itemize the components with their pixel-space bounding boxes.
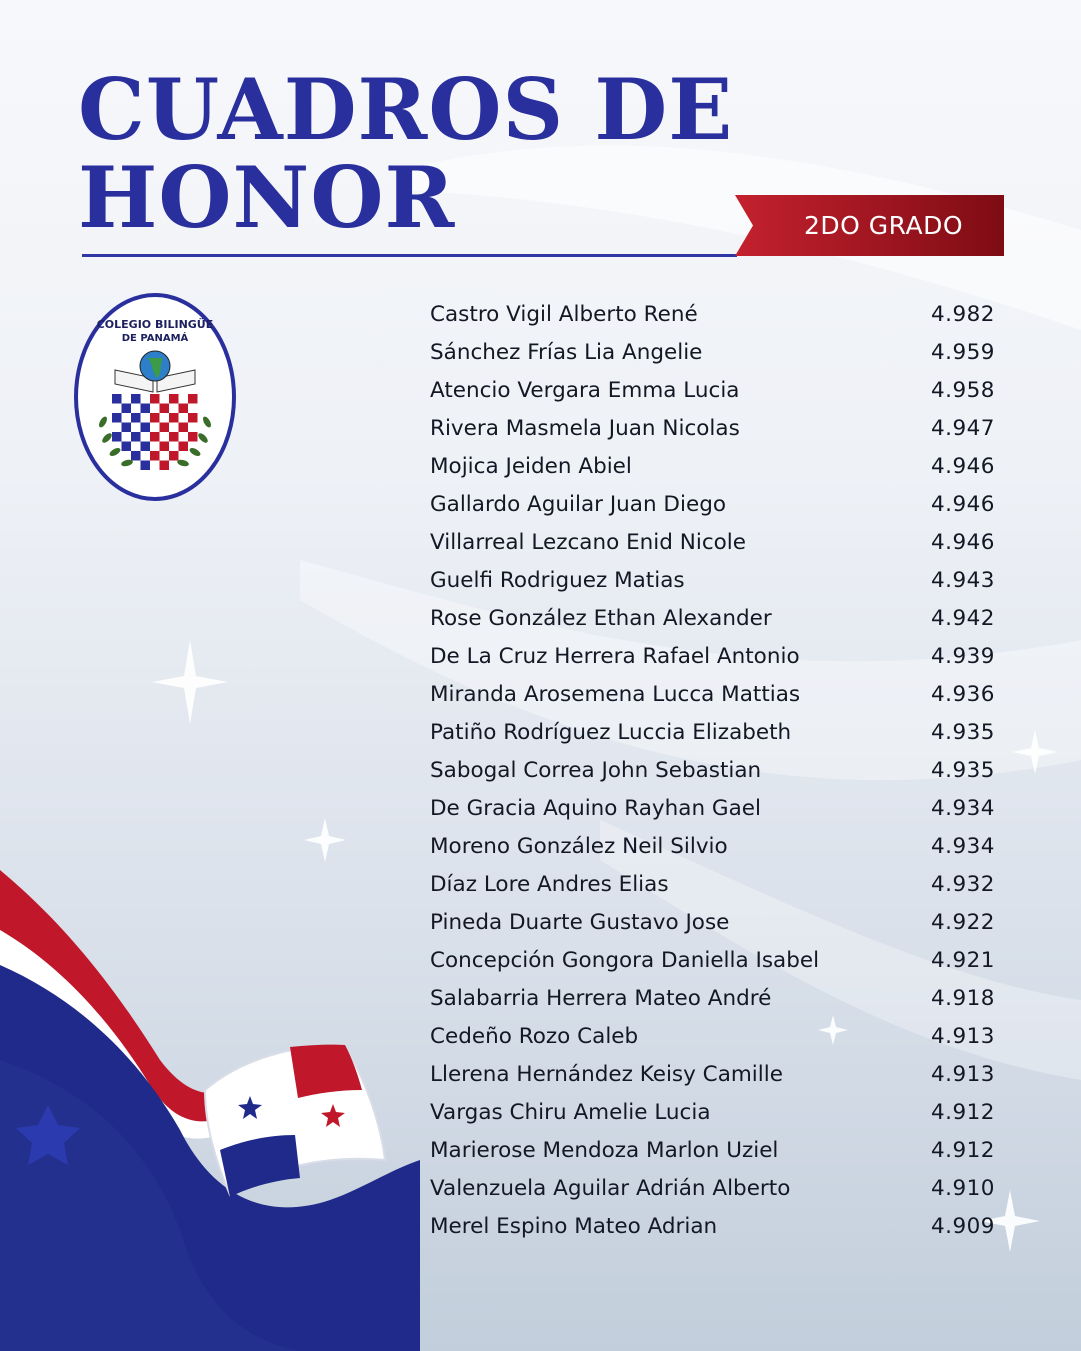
student-row bbox=[430, 941, 995, 979]
student-name: De Gracia Aquino Rayhan Gael bbox=[430, 795, 761, 821]
student-score: 4.913 bbox=[930, 1061, 995, 1087]
student-name: Llerena Hernández Keisy Camille bbox=[430, 1061, 783, 1087]
student-row bbox=[430, 523, 995, 561]
student-score: 4.913 bbox=[930, 1023, 995, 1049]
student-name: Cedeño Rozo Caleb bbox=[430, 1023, 639, 1049]
student-name: Sabogal Correa John Sebastian bbox=[430, 757, 762, 783]
student-row bbox=[430, 1169, 995, 1207]
student-score: 4.910 bbox=[930, 1175, 995, 1201]
panama-flag-ribbon bbox=[0, 860, 420, 1351]
student-name: Marierose Mendoza Marlon Uziel bbox=[430, 1137, 779, 1163]
student-score: 4.932 bbox=[930, 871, 995, 897]
student-row bbox=[430, 1093, 995, 1131]
student-name: Salabarria Herrera Mateo André bbox=[430, 985, 772, 1011]
grade-badge bbox=[735, 195, 1004, 256]
logo-text-line-1: COLEGIO BILINGÜE bbox=[96, 318, 214, 331]
student-name: Mojica Jeiden Abiel bbox=[430, 453, 632, 479]
school-crest-logo bbox=[73, 292, 237, 502]
student-row bbox=[430, 447, 995, 485]
student-score: 4.946 bbox=[930, 453, 995, 479]
student-row bbox=[430, 1055, 995, 1093]
student-name: Miranda Arosemena Lucca Mattias bbox=[430, 681, 801, 707]
student-name: Merel Espino Mateo Adrian bbox=[430, 1213, 718, 1239]
student-row bbox=[430, 637, 995, 675]
page-title bbox=[78, 60, 734, 247]
student-name: Sánchez Frías Lia Angelie bbox=[430, 339, 703, 365]
student-row bbox=[430, 827, 995, 865]
logo-text-line-2: DE PANAMÁ bbox=[121, 333, 189, 344]
student-score: 4.947 bbox=[930, 415, 995, 441]
honor-roll-list bbox=[430, 295, 995, 1245]
student-row bbox=[430, 333, 995, 371]
student-name: Gallardo Aguilar Juan Diego bbox=[430, 491, 726, 517]
student-name: Concepción Gongora Daniella Isabel bbox=[430, 947, 820, 973]
student-row bbox=[430, 1207, 995, 1245]
student-row bbox=[430, 1131, 995, 1169]
student-score: 4.934 bbox=[930, 833, 995, 859]
student-name: Díaz Lore Andres Elias bbox=[430, 871, 669, 897]
student-row bbox=[430, 1017, 995, 1055]
student-score: 4.936 bbox=[930, 681, 995, 707]
student-row bbox=[430, 789, 995, 827]
student-row bbox=[430, 903, 995, 941]
student-row bbox=[430, 561, 995, 599]
student-name: Rivera Masmela Juan Nicolas bbox=[430, 415, 740, 441]
student-score: 4.935 bbox=[930, 719, 995, 745]
student-score: 4.946 bbox=[930, 529, 995, 555]
student-row bbox=[430, 713, 995, 751]
student-row bbox=[430, 371, 995, 409]
student-name: Pineda Duarte Gustavo Jose bbox=[430, 909, 730, 935]
student-score: 4.921 bbox=[930, 947, 995, 973]
student-score: 4.934 bbox=[930, 795, 995, 821]
student-name: Vargas Chiru Amelie Lucia bbox=[430, 1099, 711, 1125]
student-score: 4.918 bbox=[930, 985, 995, 1011]
title-line-2: HONOR bbox=[78, 148, 456, 247]
student-score: 4.982 bbox=[930, 301, 995, 327]
student-row bbox=[430, 751, 995, 789]
student-score: 4.946 bbox=[930, 491, 995, 517]
student-score: 4.909 bbox=[930, 1213, 995, 1239]
title-underline bbox=[82, 254, 737, 257]
student-name: Patiño Rodríguez Luccia Elizabeth bbox=[430, 719, 792, 745]
student-row bbox=[430, 295, 995, 333]
student-score: 4.943 bbox=[930, 567, 995, 593]
student-row bbox=[430, 979, 995, 1017]
globe-icon bbox=[140, 351, 170, 381]
student-score: 4.935 bbox=[930, 757, 995, 783]
student-name: Villarreal Lezcano Enid Nicole bbox=[430, 529, 746, 555]
student-row bbox=[430, 485, 995, 523]
student-name: Rose González Ethan Alexander bbox=[430, 605, 772, 631]
student-score: 4.942 bbox=[930, 605, 995, 631]
student-name: Atencio Vergara Emma Lucia bbox=[430, 377, 740, 403]
student-name: Moreno González Neil Silvio bbox=[430, 833, 728, 859]
student-row bbox=[430, 675, 995, 713]
student-score: 4.958 bbox=[930, 377, 995, 403]
title-line-1: CUADROS DE bbox=[78, 60, 734, 159]
student-score: 4.939 bbox=[930, 643, 995, 669]
student-name: De La Cruz Herrera Rafael Antonio bbox=[430, 643, 800, 669]
student-name: Valenzuela Aguilar Adrián Alberto bbox=[430, 1175, 791, 1201]
student-row bbox=[430, 599, 995, 637]
student-score: 4.912 bbox=[930, 1099, 995, 1125]
student-name: Guelfi Rodriguez Matias bbox=[430, 567, 685, 593]
student-row bbox=[430, 865, 995, 903]
student-score: 4.959 bbox=[930, 339, 995, 365]
student-score: 4.922 bbox=[930, 909, 995, 935]
student-score: 4.912 bbox=[930, 1137, 995, 1163]
grade-badge-label: 2DO GRADO bbox=[803, 211, 964, 240]
student-name: Castro Vigil Alberto René bbox=[430, 301, 698, 327]
student-row bbox=[430, 409, 995, 447]
